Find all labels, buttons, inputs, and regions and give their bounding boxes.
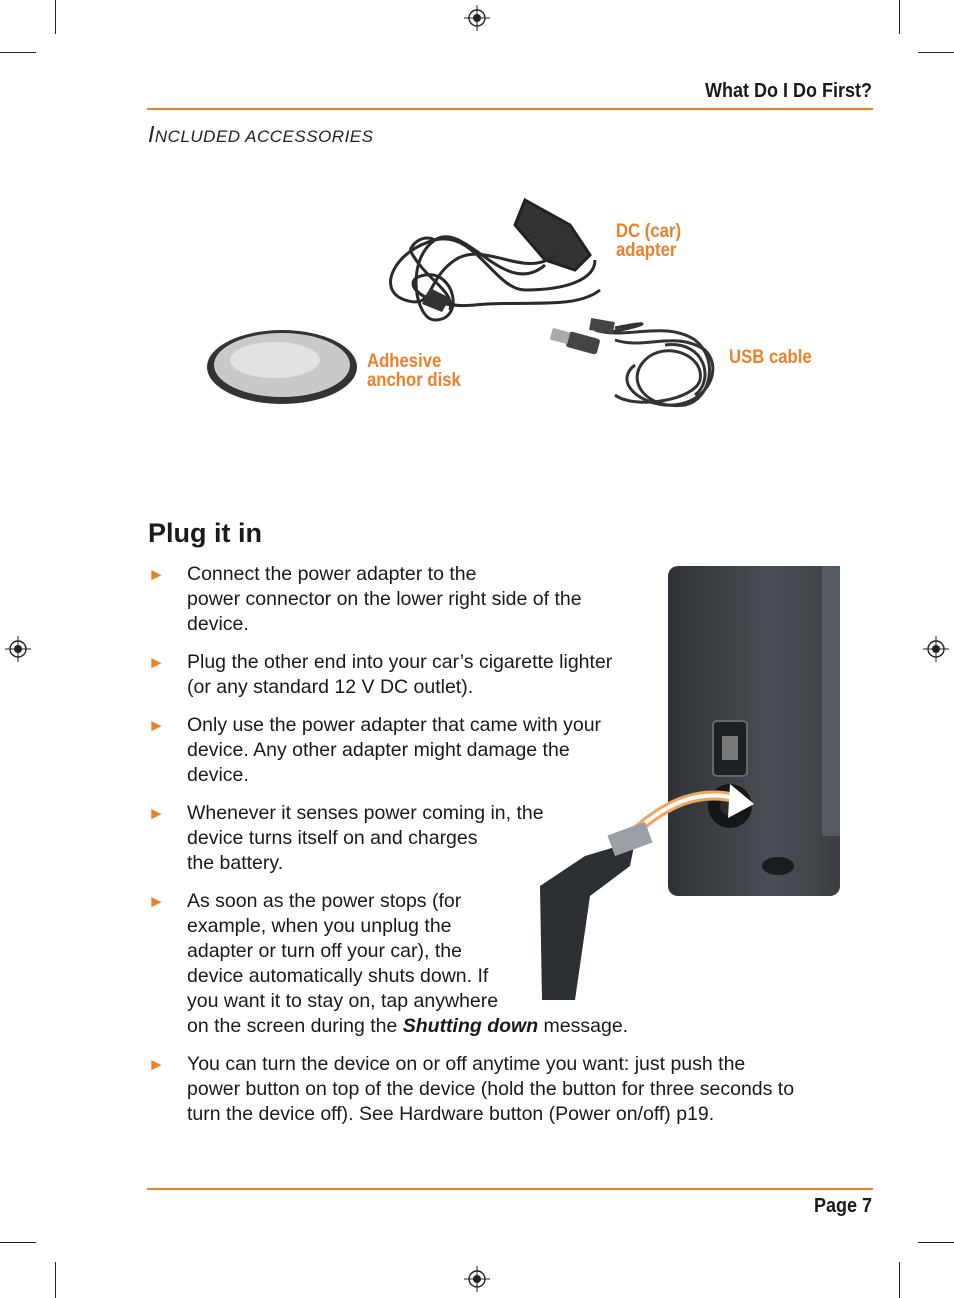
bullet-arrow-icon: ► (148, 716, 165, 735)
section-title: INCLUDED ACCESSORIES (148, 121, 374, 147)
anchor-disk-callout: Adhesive anchor disk (367, 351, 461, 391)
list-item: ► You can turn the device on or off anytime you want: just push the power button on top of the device (hold the button for three seconds to turn the device off). See Hardware button (Power on/off) p19. (148, 1053, 795, 1125)
bullet-arrow-icon: ► (148, 892, 165, 911)
bullet-arrow-icon: ► (148, 804, 165, 823)
registration-mark-icon (5, 636, 31, 662)
usb-cable-callout: USB cable (729, 347, 812, 368)
list-item: ► As soon as the power stops (for example, when you unplug the adapter or turn off your car), the device automatically shuts down. If you want it to stay on, tap anywhere on the screen during the Shutting down message. (148, 890, 629, 1037)
plug-it-in-list (148, 562, 848, 1127)
bullet-arrow-icon: ► (148, 1055, 165, 1074)
registration-mark-icon (923, 636, 949, 662)
bullet-arrow-icon: ► (148, 653, 165, 672)
dc-adapter-callout: DC (car) adapter (616, 221, 682, 261)
crop-mark (918, 1242, 954, 1243)
crop-mark (55, 1262, 56, 1298)
crop-mark (0, 1242, 36, 1243)
usb-cable-icon (595, 324, 713, 406)
page-number: Page 7 (813, 1195, 872, 1217)
crop-mark (0, 52, 36, 53)
crop-mark (899, 1262, 900, 1298)
accessories-illustration (195, 180, 735, 420)
list-item: ► Whenever it senses power coming in, the device turns itself on and charges the battery. (148, 802, 544, 874)
registration-mark-icon (464, 1266, 490, 1292)
bullet-arrow-icon: ► (148, 565, 165, 584)
dc-car-adapter-icon (391, 200, 600, 320)
footer-rule (147, 1188, 873, 1190)
registration-mark-icon (464, 5, 490, 31)
header-rule (147, 108, 873, 110)
shutting-down-emphasis: Shutting down (402, 1015, 539, 1037)
crop-mark (918, 52, 954, 53)
crop-mark (899, 0, 900, 34)
list-item: ► Connect the power adapter to the power connector on the lower right side of the device. (148, 563, 582, 635)
plug-it-in-heading: Plug it in (148, 518, 262, 548)
list-item: ► Plug the other end into your car’s cigarette lighter (or any standard 12 V DC outlet). (148, 651, 613, 698)
chapter-title: What Do I Do First? (705, 80, 872, 102)
crop-mark (55, 0, 56, 34)
list-item: ► Only use the power adapter that came with your device. Any other adapter might damage the device. (148, 714, 602, 786)
